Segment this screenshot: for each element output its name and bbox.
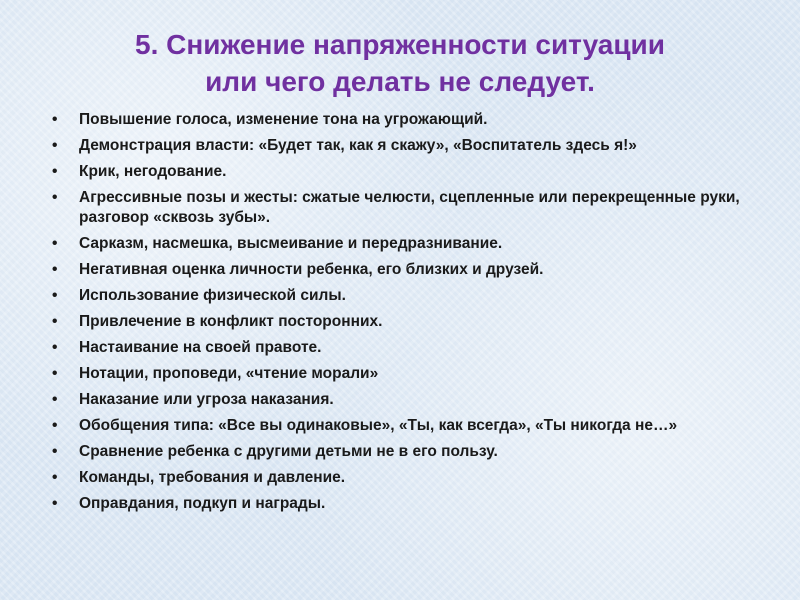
list-item <box>52 110 742 130</box>
list-item <box>52 442 742 462</box>
list-item-text: Негативная оценка личности ребенка, его близких и друзей. <box>79 261 544 278</box>
list-item-text: Использование физической силы. <box>79 287 346 304</box>
bullet-list <box>52 110 742 520</box>
list-item <box>52 286 742 306</box>
list-item-text: Крик, негодование. <box>79 163 227 180</box>
bullet-icon: • <box>52 443 58 460</box>
bullet-icon: • <box>52 235 58 252</box>
bullet-icon: • <box>52 495 58 512</box>
bullet-icon: • <box>52 417 58 434</box>
list-item <box>52 162 742 182</box>
bullet-icon: • <box>52 469 58 486</box>
list-item-text: Сарказм, насмешка, высмеивание и передразнивание. <box>79 235 503 252</box>
list-item <box>52 136 742 156</box>
bullet-icon: • <box>52 365 58 382</box>
list-item <box>52 390 742 410</box>
list-item-text: Наказание или угроза наказания. <box>79 391 334 408</box>
slide-title-line-1: 5. Снижение напряженности ситуации <box>135 29 665 60</box>
list-item <box>52 494 742 514</box>
list-item <box>52 312 742 332</box>
bullet-icon: • <box>52 189 58 206</box>
list-item-text: Агрессивные позы и жесты: сжатые челюсти, сцепленные или перекрещенные руки, разговор «сквозь зубы». <box>79 189 740 226</box>
bullet-icon: • <box>52 137 58 154</box>
slide-title-line-2: или чего делать не следует. <box>205 66 595 97</box>
list-item-text: Сравнение ребенка с другими детьми не в его пользу. <box>79 443 498 460</box>
bullet-icon: • <box>52 391 58 408</box>
list-item-text: Настаивание на своей правоте. <box>79 339 322 356</box>
list-item-text: Нотации, проповеди, «чтение морали» <box>79 365 379 382</box>
list-item <box>52 188 742 228</box>
list-item <box>52 364 742 384</box>
list-item-text: Демонстрация власти: «Будет так, как я скажу», «Воспитатель здесь я!» <box>79 137 637 154</box>
bullet-icon: • <box>52 287 58 304</box>
bullet-icon: • <box>52 111 58 128</box>
list-item <box>52 260 742 280</box>
list-item-text: Команды, требования и давление. <box>79 469 346 486</box>
list-item <box>52 338 742 358</box>
list-item-text: Повышение голоса, изменение тона на угрожающий. <box>79 111 488 128</box>
bullet-icon: • <box>52 339 58 356</box>
list-item <box>52 468 742 488</box>
list-item-text: Привлечение в конфликт посторонних. <box>79 313 383 330</box>
list-item <box>52 234 742 254</box>
bullet-icon: • <box>52 313 58 330</box>
list-item-text: Обобщения типа: «Все вы одинаковые», «Ты, как всегда», «Ты никогда не…» <box>79 417 678 434</box>
list-item <box>52 416 742 436</box>
slide-title <box>40 26 760 100</box>
bullet-icon: • <box>52 163 58 180</box>
list-item-text: Оправдания, подкуп и награды. <box>79 495 326 512</box>
bullet-icon: • <box>52 261 58 278</box>
